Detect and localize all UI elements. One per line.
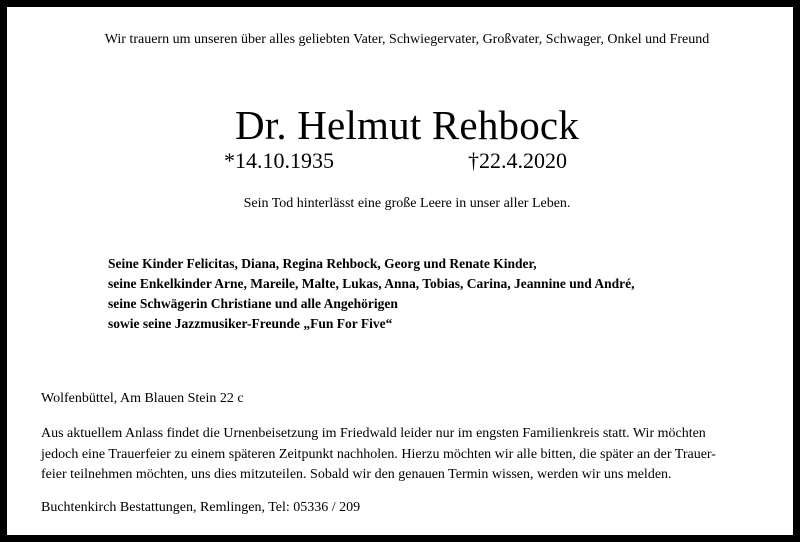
death-date: †22.4.2020 (468, 148, 567, 173)
memorial-quote: Sein Tod hinterlässt eine große Leere in unser aller Leben. (243, 196, 571, 211)
notice-line: feier teilnehmen möchten, uns dies mitzuteilen. Sobald wir den genauen Termin wissen, werden wir uns melden. (41, 467, 672, 482)
birth-date: *14.10.1935 (224, 148, 334, 173)
family-address: Wolfenbüttel, Am Blauen Stein 22 c (41, 391, 244, 406)
mourners-line: seine Schwägerin Christiane und alle Angehörigen (108, 296, 398, 311)
mourners-line: Seine Kinder Felicitas, Diana, Regina Rehbock, Georg und Renate Kinder, (108, 256, 537, 271)
deceased-name: Dr. Helmut Rehbock (234, 102, 580, 148)
intro-text: Wir trauern um unseren über alles geliebten Vater, Schwiegervater, Großvater, Schwager, Onkel und Freund (104, 32, 710, 47)
notice-line: Aus aktuellem Anlass findet die Urnenbeisetzung im Friedwald leider nur im engsten Familienkreis statt. Wir möchten (41, 426, 706, 441)
mourners-line: sowie seine Jazzmusiker-Freunde „Fun For Five“ (108, 316, 393, 331)
notice-line: jedoch eine Trauerfeier zu einem späteren Zeitpunkt nachholen. Hierzu möchten wir alle bitten, die später an der Trauer- (41, 446, 716, 462)
funeral-notice (41, 424, 716, 486)
mourners-list (108, 254, 634, 334)
undertaker-info: Buchtenkirch Bestattungen, Remlingen, Tel: 05336 / 209 (41, 500, 361, 515)
mourners-line: seine Enkelkinder Arne, Mareile, Malte, Lukas, Anna, Tobias, Carina, Jeannine und André, (108, 276, 635, 291)
